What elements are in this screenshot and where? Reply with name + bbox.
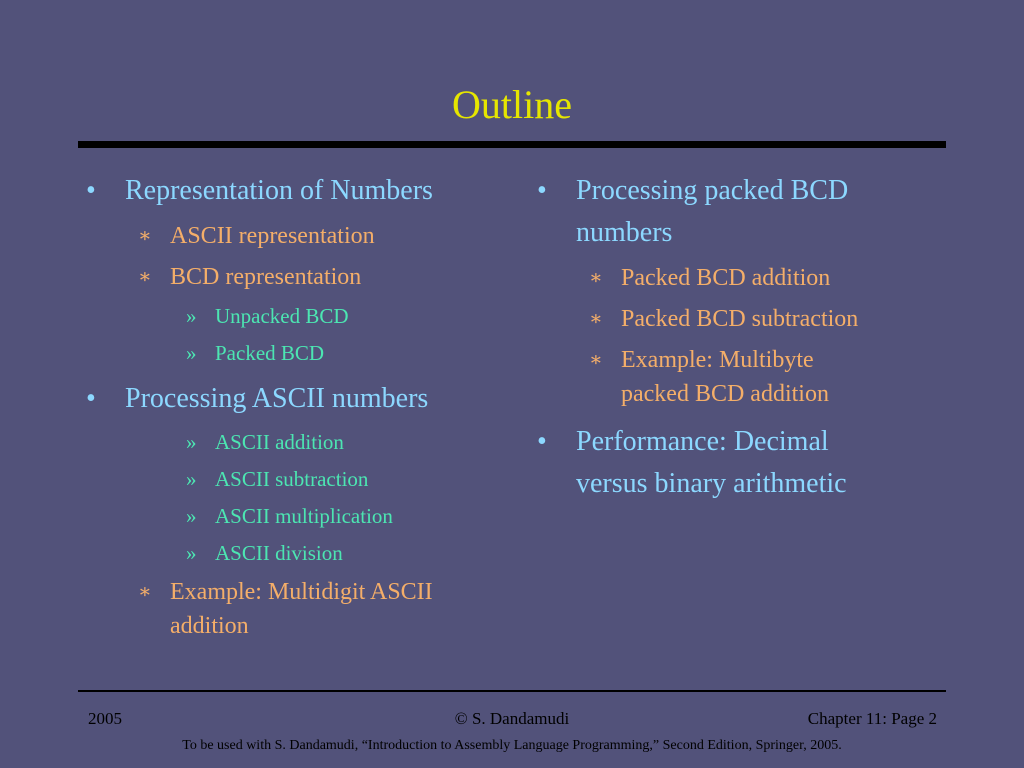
footer-credit: To be used with S. Dandamudi, “Introduction to Assembly Language Programming,” Second Edition, Springer, 2005. xyxy=(182,738,842,753)
outline-subitem-label-line1: Example: Multidigit ASCII xyxy=(170,579,433,605)
outline-item-label-line2: versus binary arithmetic xyxy=(576,468,847,499)
outline-subsubitem-label: ASCII addition xyxy=(215,430,344,454)
bullet-chevron: » xyxy=(186,467,197,491)
bullet-chevron: » xyxy=(186,430,197,454)
footer-year: 2005 xyxy=(88,709,122,728)
outline-item-label-line2: numbers xyxy=(576,217,673,248)
bullet-dot: • xyxy=(86,175,96,206)
outline-subsubitem-packed-bcd xyxy=(86,338,516,368)
outline-subsubitem-label: Unpacked BCD xyxy=(215,304,349,328)
outline-subsubitem-label: Packed BCD xyxy=(215,341,325,365)
bullet-asterisk: ∗ xyxy=(589,308,603,330)
outline-item-performance xyxy=(537,421,937,505)
outline-subsubitem-label: ASCII division xyxy=(215,541,343,565)
outline-subitem-label: ASCII representation xyxy=(170,223,375,249)
bullet-asterisk: ∗ xyxy=(138,266,152,288)
outline-item-label-line1: Processing packed BCD xyxy=(576,175,849,206)
outline-item-label: Processing ASCII numbers xyxy=(125,383,429,414)
outline-subsubitem-label: ASCII subtraction xyxy=(215,467,369,491)
bullet-dot: • xyxy=(537,175,547,206)
bullet-chevron: » xyxy=(186,504,197,528)
outline-item-representation xyxy=(86,170,516,212)
bullet-asterisk: ∗ xyxy=(138,225,152,247)
outline-subitem-multibyte-example xyxy=(537,343,937,411)
slide-title: Outline xyxy=(452,82,572,127)
bullet-chevron: » xyxy=(186,341,197,365)
outline-item-processing-packed-bcd xyxy=(537,170,937,254)
left-column xyxy=(86,170,516,643)
outline-subitem-label-line2: packed BCD addition xyxy=(621,381,829,407)
outline-subitem-label-line1: Example: Multibyte xyxy=(621,347,814,373)
outline-subitem-label: Packed BCD subtraction xyxy=(621,306,859,332)
bullet-asterisk: ∗ xyxy=(589,267,603,289)
outline-subitem-packed-bcd-subtraction xyxy=(537,302,937,336)
footer-author: © S. Dandamudi xyxy=(454,709,570,728)
bullet-asterisk: ∗ xyxy=(138,581,152,603)
outline-subsubitem-label: ASCII multiplication xyxy=(215,504,393,528)
bullet-dot: • xyxy=(537,426,547,457)
outline-subitem-multidigit-example xyxy=(86,575,516,643)
outline-subitem-label: Packed BCD addition xyxy=(621,265,831,291)
outline-subsubitem-ascii-division xyxy=(86,538,516,568)
outline-item-processing-ascii xyxy=(86,378,516,420)
outline-subitem-bcd-representation xyxy=(86,260,516,294)
outline-subitem-label-line2: addition xyxy=(170,613,249,639)
outline-item-label-line1: Performance: Decimal xyxy=(576,426,829,457)
right-column xyxy=(537,170,937,505)
title-divider xyxy=(78,141,946,148)
bullet-chevron: » xyxy=(186,304,197,328)
outline-item-label: Representation of Numbers xyxy=(125,175,433,206)
bullet-asterisk: ∗ xyxy=(589,349,603,371)
outline-subitem-ascii-representation xyxy=(86,219,516,253)
footer-divider xyxy=(78,690,946,692)
outline-subitem-packed-bcd-addition xyxy=(537,261,937,295)
outline-subsubitem-ascii-multiplication xyxy=(86,501,516,531)
outline-subitem-label: BCD representation xyxy=(170,264,362,290)
outline-subsubitem-unpacked-bcd xyxy=(86,301,516,331)
outline-subsubitem-ascii-addition xyxy=(86,427,516,457)
bullet-dot: • xyxy=(86,383,96,414)
outline-subsubitem-ascii-subtraction xyxy=(86,464,516,494)
footer-page-number: Chapter 11: Page 2 xyxy=(807,709,937,728)
bullet-chevron: » xyxy=(186,541,197,565)
